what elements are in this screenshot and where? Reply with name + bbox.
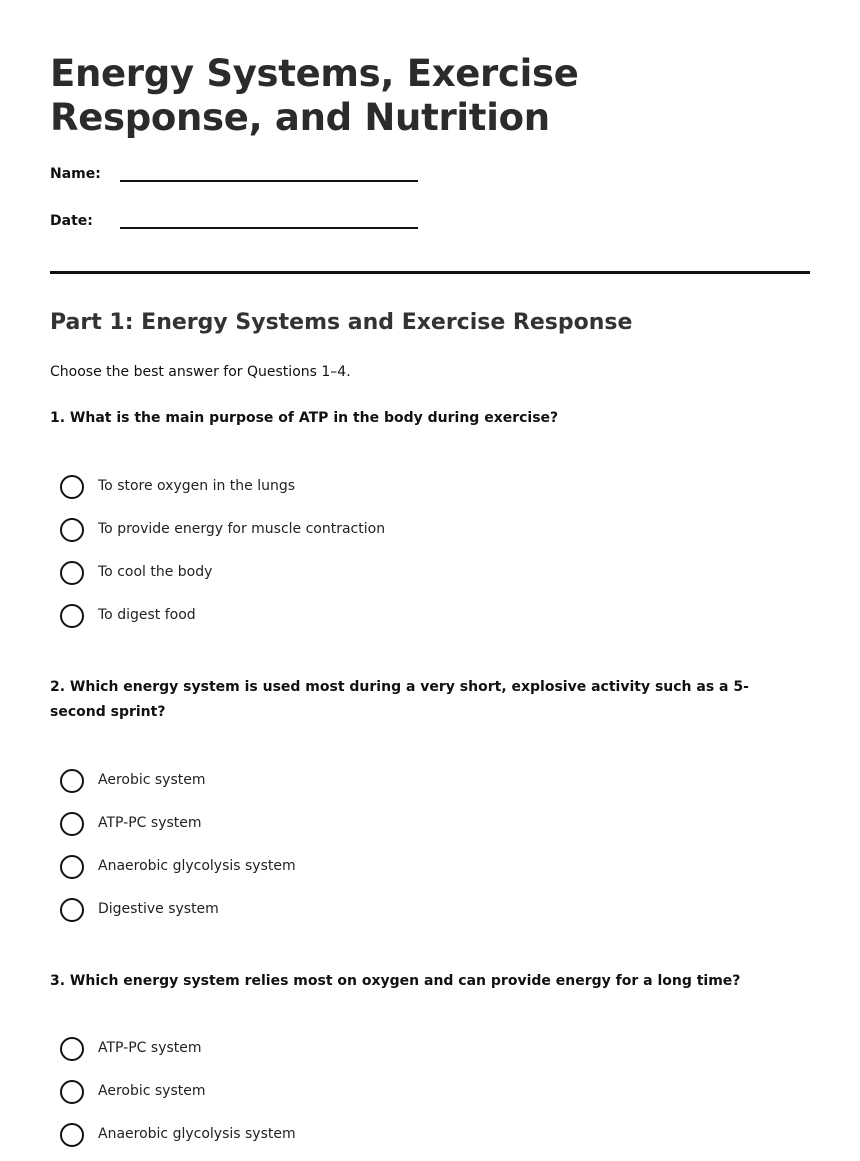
header-divider bbox=[50, 271, 810, 274]
radio-button-icon[interactable] bbox=[60, 518, 84, 542]
date-field-row bbox=[50, 213, 470, 237]
radio-button-icon[interactable] bbox=[60, 769, 84, 793]
date-label: Date: bbox=[50, 213, 93, 229]
option-label: ATP-PC system bbox=[98, 1040, 202, 1056]
option-label: Anaerobic glycolysis system bbox=[98, 858, 296, 874]
name-label: Name: bbox=[50, 166, 101, 182]
option-q1-d[interactable] bbox=[60, 604, 560, 630]
option-label: Aerobic system bbox=[98, 772, 206, 788]
option-q1-b[interactable] bbox=[60, 518, 560, 544]
question-2: 2. Which energy system is used most during a very short, explosive activity such as a 5-second sprint? bbox=[50, 679, 749, 720]
radio-button-icon[interactable] bbox=[60, 1037, 84, 1061]
option-q2-c[interactable] bbox=[60, 855, 560, 881]
option-q3-b[interactable] bbox=[60, 1080, 560, 1106]
option-label: To store oxygen in the lungs bbox=[98, 478, 296, 494]
instructions-text: Choose the best answer for Questions 1–4. bbox=[50, 364, 351, 380]
radio-button-icon[interactable] bbox=[60, 1123, 84, 1147]
page-title: Energy Systems, Exercise Response, and Nutrition bbox=[50, 52, 579, 139]
option-q2-b[interactable] bbox=[60, 812, 560, 838]
radio-button-icon[interactable] bbox=[60, 898, 84, 922]
section-title-part-1: Part 1: Energy Systems and Exercise Response bbox=[50, 310, 633, 335]
radio-button-icon[interactable] bbox=[60, 855, 84, 879]
radio-button-icon[interactable] bbox=[60, 561, 84, 585]
option-label: Aerobic system bbox=[98, 1083, 206, 1099]
option-label: To cool the body bbox=[98, 564, 213, 580]
name-field-row bbox=[50, 166, 470, 190]
option-q2-a[interactable] bbox=[60, 769, 560, 795]
question-1: 1. What is the main purpose of ATP in the body during exercise? bbox=[50, 410, 559, 426]
option-label: Anaerobic glycolysis system bbox=[98, 1126, 296, 1142]
option-label: ATP-PC system bbox=[98, 815, 202, 831]
radio-button-icon[interactable] bbox=[60, 1080, 84, 1104]
option-label: To digest food bbox=[98, 607, 196, 623]
option-q3-c[interactable] bbox=[60, 1123, 560, 1149]
question-3: 3. Which energy system relies most on oxygen and can provide energy for a long time? bbox=[50, 973, 741, 989]
option-label: To provide energy for muscle contraction bbox=[98, 521, 386, 537]
radio-button-icon[interactable] bbox=[60, 812, 84, 836]
option-q3-a[interactable] bbox=[60, 1037, 560, 1063]
option-q1-c[interactable] bbox=[60, 561, 560, 587]
date-input[interactable] bbox=[120, 227, 418, 229]
radio-button-icon[interactable] bbox=[60, 475, 84, 499]
option-q1-a[interactable] bbox=[60, 475, 560, 501]
radio-button-icon[interactable] bbox=[60, 604, 84, 628]
name-input[interactable] bbox=[120, 180, 418, 182]
option-q2-d[interactable] bbox=[60, 898, 560, 924]
option-label: Digestive system bbox=[98, 901, 219, 917]
